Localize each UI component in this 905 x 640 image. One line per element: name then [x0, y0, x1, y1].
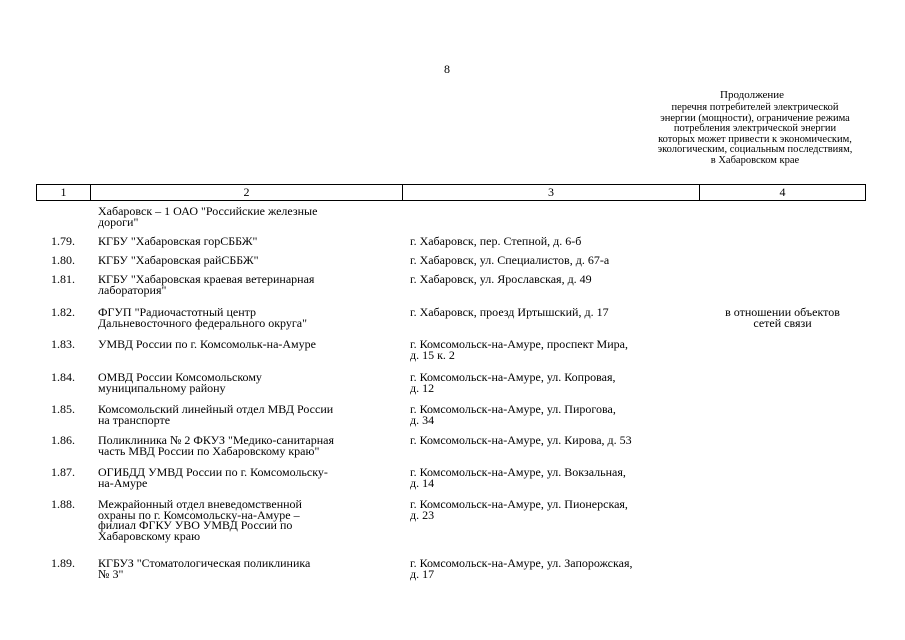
table-row [36, 433, 866, 465]
caption-line: экологическим, социальным последствиям, [657, 144, 853, 156]
consumer-name: ФГУП "Радиочастотный центр Дальневосточного федерального округа" [98, 305, 308, 330]
consumer-name: Поликлиника № 2 ФКУЗ "Медико-санитарная часть МВД России по Хабаровскому краю" [98, 433, 334, 458]
consumer-address: г. Комсомольск-на-Амуре, проспект Мира, д. 15 к. 2 [410, 337, 628, 362]
consumer-note [699, 433, 866, 465]
table-header-row [36, 184, 866, 201]
row-number: 1.80. [51, 253, 75, 267]
row-number: 1.88. [51, 497, 75, 511]
row-number: 1.85. [51, 402, 75, 416]
table-row [36, 253, 866, 272]
table-row [36, 556, 866, 588]
consumer-note [699, 497, 866, 556]
table-row [36, 337, 866, 370]
consumer-address: г. Комсомольск-на-Амуре, ул. Пионерская, д. 23 [410, 497, 628, 522]
row-number: 1.84. [51, 370, 75, 384]
consumer-name: КГБУ "Хабаровская райСББЖ" [98, 253, 259, 267]
consumer-name: УМВД России по г. Комсомольк-на-Амуре [98, 337, 316, 351]
column-header-1: 1 [37, 185, 91, 200]
table-row [36, 370, 866, 402]
consumer-address: г. Комсомольск-на-Амуре, ул. Вокзальная, д. 14 [410, 465, 626, 490]
consumer-name: Хабаровск – 1 ОАО "Российские железные дороги" [98, 204, 318, 229]
consumer-note [699, 337, 866, 370]
table-row [36, 402, 866, 433]
table-caption [640, 103, 870, 167]
consumer-name: ОГИБДД УМВД России по г. Комсомольску- на-Амуре [98, 465, 328, 490]
consumer-address: г. Хабаровск, ул. Ярославская, д. 49 [410, 272, 592, 286]
caption-line: потребления электрической энергии [673, 123, 837, 135]
consumer-address: г. Комсомольск-на-Амуре, ул. Запорожская, д. 17 [410, 556, 633, 581]
consumer-address [402, 204, 699, 234]
continuation-label: Продолжение [720, 89, 785, 101]
table-row [36, 234, 866, 253]
page-number: 8 [444, 62, 450, 76]
consumer-note [699, 556, 866, 588]
row-number [36, 204, 90, 234]
caption-line: которых может привести к экономическим, [658, 133, 852, 145]
consumer-name: КГБУ "Хабаровская краевая ветеринарная лаборатория" [98, 272, 315, 297]
column-header-3: 3 [403, 185, 700, 200]
consumer-address: г. Комсомольск-на-Амуре, ул. Пирогова, д. 34 [410, 402, 616, 427]
row-number: 1.82. [51, 305, 75, 319]
consumer-note [699, 253, 866, 272]
row-number: 1.86. [51, 433, 75, 447]
table-row [36, 305, 866, 337]
table-row [36, 272, 866, 305]
column-header-4: 4 [779, 185, 786, 199]
consumer-note: в отношении объектов сетей связи [725, 305, 840, 330]
row-number: 1.79. [51, 234, 75, 248]
consumer-name: КГБУЗ "Стоматологическая поликлиника № 3" [98, 556, 311, 581]
consumer-note [699, 370, 866, 402]
consumer-address: г. Комсомольск-на-Амуре, ул. Копровая, д. 12 [410, 370, 616, 395]
consumer-note [699, 272, 866, 305]
caption-line: энергии (мощности), ограничение режима [660, 112, 850, 124]
table-body [36, 204, 866, 588]
table-row [36, 497, 866, 556]
table-row [36, 465, 866, 497]
consumer-address: г. Хабаровск, пер. Степной, д. 6-б [410, 234, 582, 248]
consumer-name: Комсомольский линейный отдел МВД России на транспорте [98, 402, 334, 427]
consumer-note [699, 204, 866, 234]
consumer-address: г. Хабаровск, проезд Иртышский, д. 17 [410, 305, 609, 319]
caption-line: перечня потребителей электрической [671, 102, 839, 113]
consumer-note [699, 402, 866, 433]
row-number: 1.83. [51, 337, 75, 351]
caption-line: в Хабаровском крае [710, 154, 800, 166]
consumer-name: КГБУ "Хабаровская горСББЖ" [98, 234, 258, 248]
consumer-name: ОМВД России Комсомольскому муниципальному району [98, 370, 262, 395]
row-number: 1.89. [51, 556, 75, 570]
table-row [36, 204, 866, 234]
consumer-note [699, 465, 866, 497]
column-header-2: 2 [91, 185, 403, 200]
consumer-name: Межрайонный отдел вневедомственной охраны по г. Комсомольску-на-Амуре – филиал ФГКУ УВО УМВД России по Хабаровскому краю [98, 497, 302, 543]
row-number: 1.81. [51, 272, 75, 286]
consumer-note [699, 234, 866, 253]
consumer-address: г. Комсомольск-на-Амуре, ул. Кирова, д. 53 [410, 433, 632, 447]
consumer-address: г. Хабаровск, ул. Специалистов, д. 67-а [410, 253, 610, 267]
row-number: 1.87. [51, 465, 75, 479]
